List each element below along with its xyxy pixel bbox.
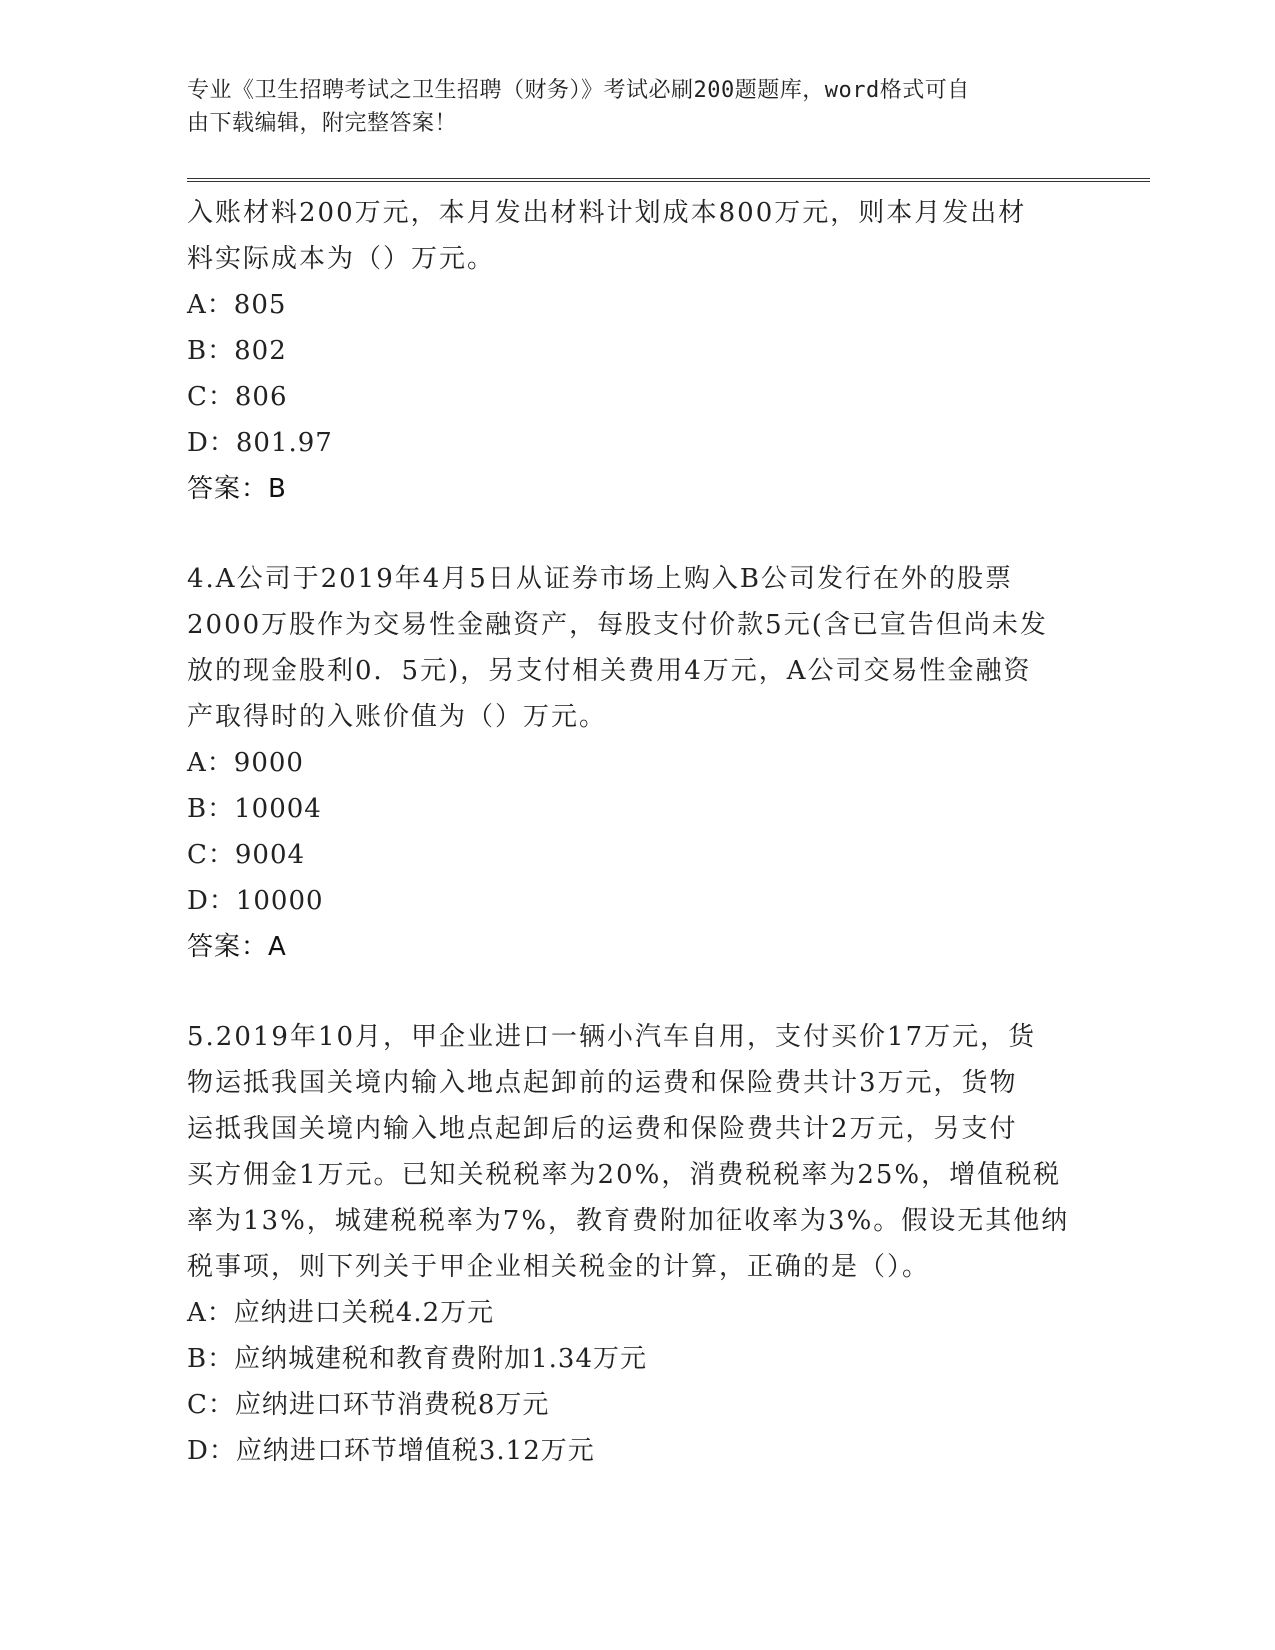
header-line-1: 专业《卫生招聘考试之卫生招聘（财务）》考试必刷200题题库，word格式可自 (187, 78, 970, 103)
question-3-option-b: B：802 (187, 336, 287, 366)
question-4-answer: 答案：A (187, 932, 287, 962)
question-5-option-c: C：应纳进口环节消费税8万元 (187, 1390, 550, 1420)
question-3-option-c: C：806 (187, 382, 288, 412)
question-3-line-2: 料实际成本为（）万元。 (187, 244, 496, 274)
header-line-2: 由下载编辑，附完整答案！ (187, 111, 458, 136)
question-4-line-2: 2000万股作为交易性金融资产，每股支付价款5元(含已宣告但尚未发 (187, 610, 1048, 640)
question-4-option-c: C：9004 (187, 840, 306, 870)
question-4-line-4: 产取得时的入账价值为（）万元。 (187, 702, 608, 732)
document-body (187, 190, 1087, 1474)
question-5-line-6: 税事项，则下列关于甲企业相关税金的计算，正确的是（）。 (187, 1252, 931, 1282)
question-4-option-b: B：10004 (187, 794, 322, 824)
question-3-line-1: 入账材料200万元，本月发出材料计划成本800万元，则本月发出材 (187, 198, 1027, 228)
header-divider (187, 178, 1150, 182)
question-5 (187, 1014, 1087, 1474)
question-5-line-3: 运抵我国关境内输入地点起卸后的运费和保险费共计2万元，另支付 (187, 1114, 1018, 1144)
question-5-line-4: 买方佣金1万元。已知关税税率为20%，消费税税率为25%，增值税税 (187, 1160, 1062, 1190)
question-5-option-b: B：应纳城建税和教育费附加1.34万元 (187, 1344, 647, 1374)
question-5-option-a: A：应纳进口关税4.2万元 (187, 1298, 495, 1328)
question-3-answer: 答案：B (187, 474, 287, 504)
question-3 (187, 190, 1087, 512)
question-4-option-d: D：10000 (187, 886, 324, 916)
question-4 (187, 556, 1087, 970)
page-header (187, 74, 1067, 140)
question-5-line-1: 5.2019年10月，甲企业进口一辆小汽车自用，支付买价17万元，货 (187, 1022, 1037, 1052)
question-5-line-2: 物运抵我国关境内输入地点起卸前的运费和保险费共计3万元，货物 (187, 1068, 1018, 1098)
question-4-line-1: 4.A公司于2019年4月5日从证券市场上购入B公司发行在外的股票 (187, 564, 1013, 594)
question-5-option-d: D：应纳进口环节增值税3.12万元 (187, 1436, 595, 1466)
question-4-line-3: 放的现金股利0．5元)，另支付相关费用4万元，A公司交易性金融资 (187, 656, 1032, 686)
spacer (187, 512, 1087, 556)
question-4-option-a: A：9000 (187, 748, 304, 778)
question-3-option-d: D：801.97 (187, 428, 333, 458)
question-3-option-a: A：805 (187, 290, 287, 320)
question-5-line-5: 率为13%，城建税税率为7%，教育费附加征收率为3%。假设无其他纳 (187, 1206, 1070, 1236)
spacer (187, 970, 1087, 1014)
